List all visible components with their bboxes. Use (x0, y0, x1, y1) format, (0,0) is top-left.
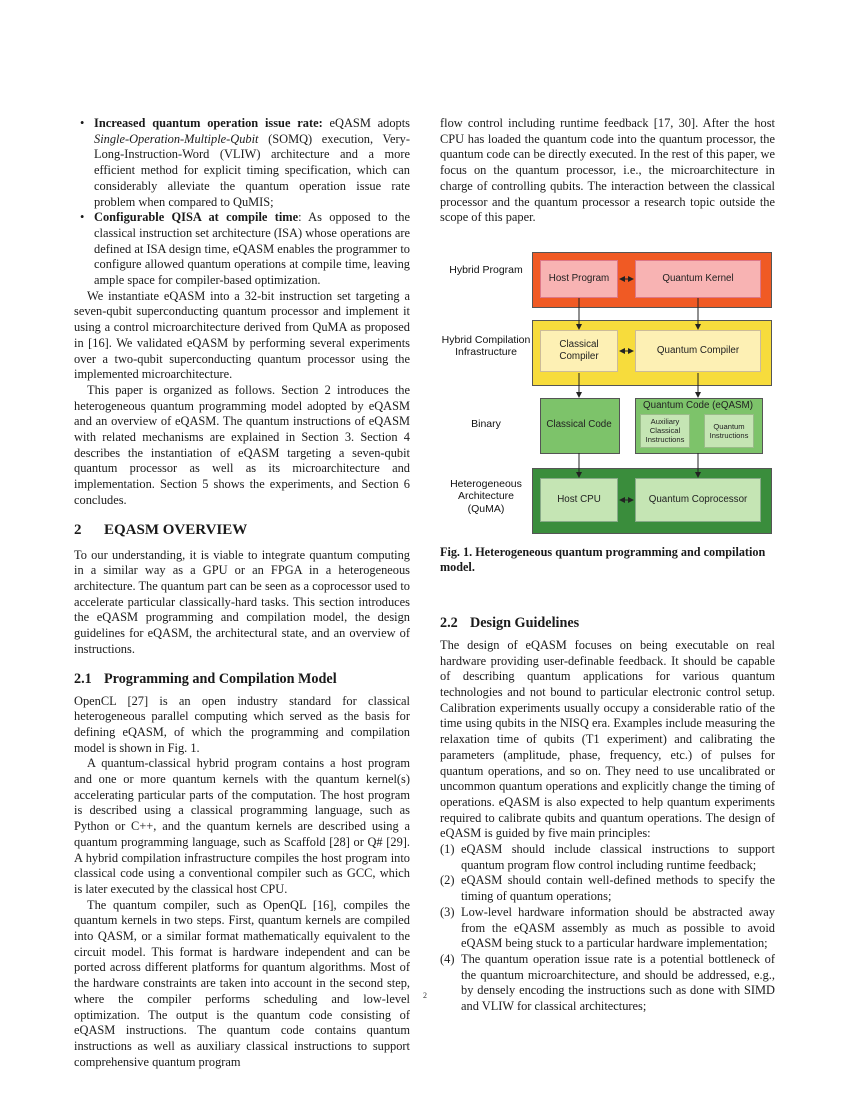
list-text: Low-level hardware information should be abstracted away from the eQASM assembly as much as possible to avoid eQASM being stuck to a particular hardware implementation; (461, 904, 775, 951)
contribution-list (74, 116, 410, 289)
figure-1 (440, 252, 775, 537)
section-number: 2 (74, 521, 82, 538)
subsection-heading (440, 614, 775, 632)
principles-list (440, 842, 775, 1015)
label-hybrid-compilation: Hybrid Compilation Infrastructure (441, 333, 531, 359)
list-text: The quantum operation issue rate is a potential bottleneck of the quantum microarchitecture, and should be addressed, e.g., by densely encoding the instructions such as done with SIMD and VLIW for classical architectures; (461, 951, 775, 1014)
quantum-compiler-box: Quantum Compiler (635, 330, 761, 372)
list-item (74, 116, 410, 210)
section-heading (74, 521, 410, 539)
list-number: (3) (440, 904, 455, 919)
figure-caption: Fig. 1. Heterogeneous quantum programming and compilation model. (440, 544, 766, 575)
subsection-heading (74, 670, 410, 688)
list-number: (2) (440, 873, 455, 888)
body-paragraph: flow control including runtime feedback [17, 30]. After the host CPU has loaded the quantum code into the quantum processor, the quantum code can be directly executed. In the rest of this paper, we focus on the quantum processor, i.e., the microarchitecture in charge of controlling qubits. The interaction between the classical processor and the quantum processor a research topic outside the scope of this paper. (440, 116, 775, 225)
section-number: 2.2 (440, 614, 458, 631)
left-column (74, 116, 410, 1070)
bullet-text: (SOMQ) execution, Very-Long-Instruction-Word (VLIW) architecture and a more efficient method for explicit timing specification, which can considerably alleviate the quantum operation issue rate problem when compared to QuMIS; (94, 131, 410, 209)
list-item (440, 952, 775, 1015)
body-paragraph: The quantum compiler, such as OpenQL [16], compiles the quantum kernels in two steps. First, quantum kernels are compiled into QASM, or a similar format mathematically equivalent to the circuit model. This format is hardware independent and can be ported across different platforms for quantum algorithms. Most of the hardware constraints are taken into account in the second step, where the compiler performs scheduling and low-level optimization. The output is the quantum code consisting of eQASM instructions. The quantum code contains quantum instructions as well as auxiliary classical instructions to support comprehensive quantum program (74, 897, 410, 1069)
host-cpu-box: Host CPU (540, 478, 618, 522)
auxiliary-classical-instructions-box: Auxiliary Classical Instructions (640, 414, 690, 448)
classical-compiler-box: Classical Compiler (540, 330, 618, 372)
right-column (440, 116, 775, 1015)
quantum-instructions-box: Quantum Instructions (704, 414, 754, 448)
body-paragraph: To our understanding, it is viable to integrate quantum computing in a similar way as a GPU or an FPGA in a heterogeneous architecture. The quantum part can be seen as a coprocessor used to accelerate particular classically-hard tasks. This section introduces the eQASM programming and compilation model, the design guidelines for eQASM, the architectural state, and an overview of instructions. (74, 547, 410, 656)
section-title: Programming and Compilation Model (104, 670, 337, 687)
list-item (440, 842, 775, 873)
section-title: Design Guidelines (470, 614, 580, 631)
section-number: 2.1 (74, 670, 92, 687)
body-paragraph: The design of eQASM focuses on being executable on real hardware providing user-definable feedback. It should be capable of describing quantum applications for various quantum technologies and not bound to particular electronic control setup. Calibration experiments usually occupy a considerable ratio of the time using qubits in the NISQ era. Examples include measuring the relaxation time of qubits (T1 experiment) and calibrating the parameters (amplitude, phase, frequency, etc.) of pulses for quantum operations, and so on. They need to use uncalibrated or uncommon quantum operations and explicitly change the timing of operations. eQASM is also expected to help quantum experiments required to calibrate qubits and quantum operations. The design of eQASM is guided by five main principles: (440, 637, 775, 841)
quantum-code-label: Quantum Code (eQASM) (643, 400, 753, 412)
section-title: EQASM OVERVIEW (104, 521, 248, 538)
bullet-bold: Configurable QISA at compile time (94, 210, 299, 225)
bullet-bold: Increased quantum operation issue rate: (94, 116, 323, 130)
body-paragraph: A quantum-classical hybrid program contains a host program and one or more quantum kernels with the quantum kernel(s) accelerating particular parts of the computation. The host program is described using a classical programming language, such as Python or C++, and the quantum kernels are described using a quantum programming language, such as Scaffold [28] or Q# [29]. A hybrid compilation infrastructure compiles the host program into classical code using a conventional compiler such as GCC, which is later executed by the classical host CPU. (74, 756, 410, 896)
bullet-italic: Single-Operation-Multiple-Qubit (94, 131, 259, 146)
quantum-coprocessor-box: Quantum Coprocessor (635, 478, 761, 522)
bullet-text: eQASM adopts (322, 116, 410, 130)
list-number: (1) (440, 842, 455, 857)
figure-arrows (440, 252, 775, 537)
page-number: 2 (423, 991, 427, 1000)
label-heterogeneous: Heterogeneous Architecture (QuMA) (450, 477, 522, 515)
host-program-box: Host Program (540, 260, 618, 298)
list-item (440, 905, 775, 952)
list-item (440, 873, 775, 904)
label-binary: Binary (471, 417, 501, 430)
label-hybrid-program: Hybrid Program (449, 263, 523, 276)
list-text: eQASM should include classical instructions to support quantum program flow control including runtime feedback; (461, 842, 775, 872)
body-paragraph: We instantiate eQASM into a 32-bit instruction set targeting a seven-qubit superconducting quantum processor and implement it using a control microarchitecture derived from QuMA as proposed in [16]. We validated eQASM by performing several experiments over a two-qubit superconducting quantum processor using the implemented microarchitecture. (74, 288, 410, 382)
list-item (74, 210, 410, 289)
body-paragraph: This paper is organized as follows. Section 2 introduces the heterogeneous quantum programming model adopted by eQASM and an overview of eQASM. The quantum instructions of eQASM with related mechanisms are explained in Section 3. Section 4 describes the instantiation of eQASM targeting a seven-qubit quantum processor as well as its microarchitecture and implementation. Section 5 shows the experiments, and Section 6 concludes. (74, 382, 410, 507)
body-paragraph: OpenCL [27] is an open industry standard for classical heterogeneous parallel computing which served as the basis for defining eQASM, of which the programming and compilation model is shown in Fig. 1. (74, 693, 410, 755)
list-text: eQASM should contain well-defined methods to specify the timing of quantum operations; (461, 873, 775, 904)
bullet-text: : As opposed to the classical instruction set architecture (ISA) whose operations are defined at ISA design time, eQASM enables the programmer to configure allowed quantum operations at compile time, leaving ample space for compiler-based optimization. (94, 210, 410, 288)
classical-code-label: Classical Code (546, 419, 612, 431)
quantum-kernel-box: Quantum Kernel (635, 260, 761, 298)
list-number: (4) (440, 951, 455, 966)
